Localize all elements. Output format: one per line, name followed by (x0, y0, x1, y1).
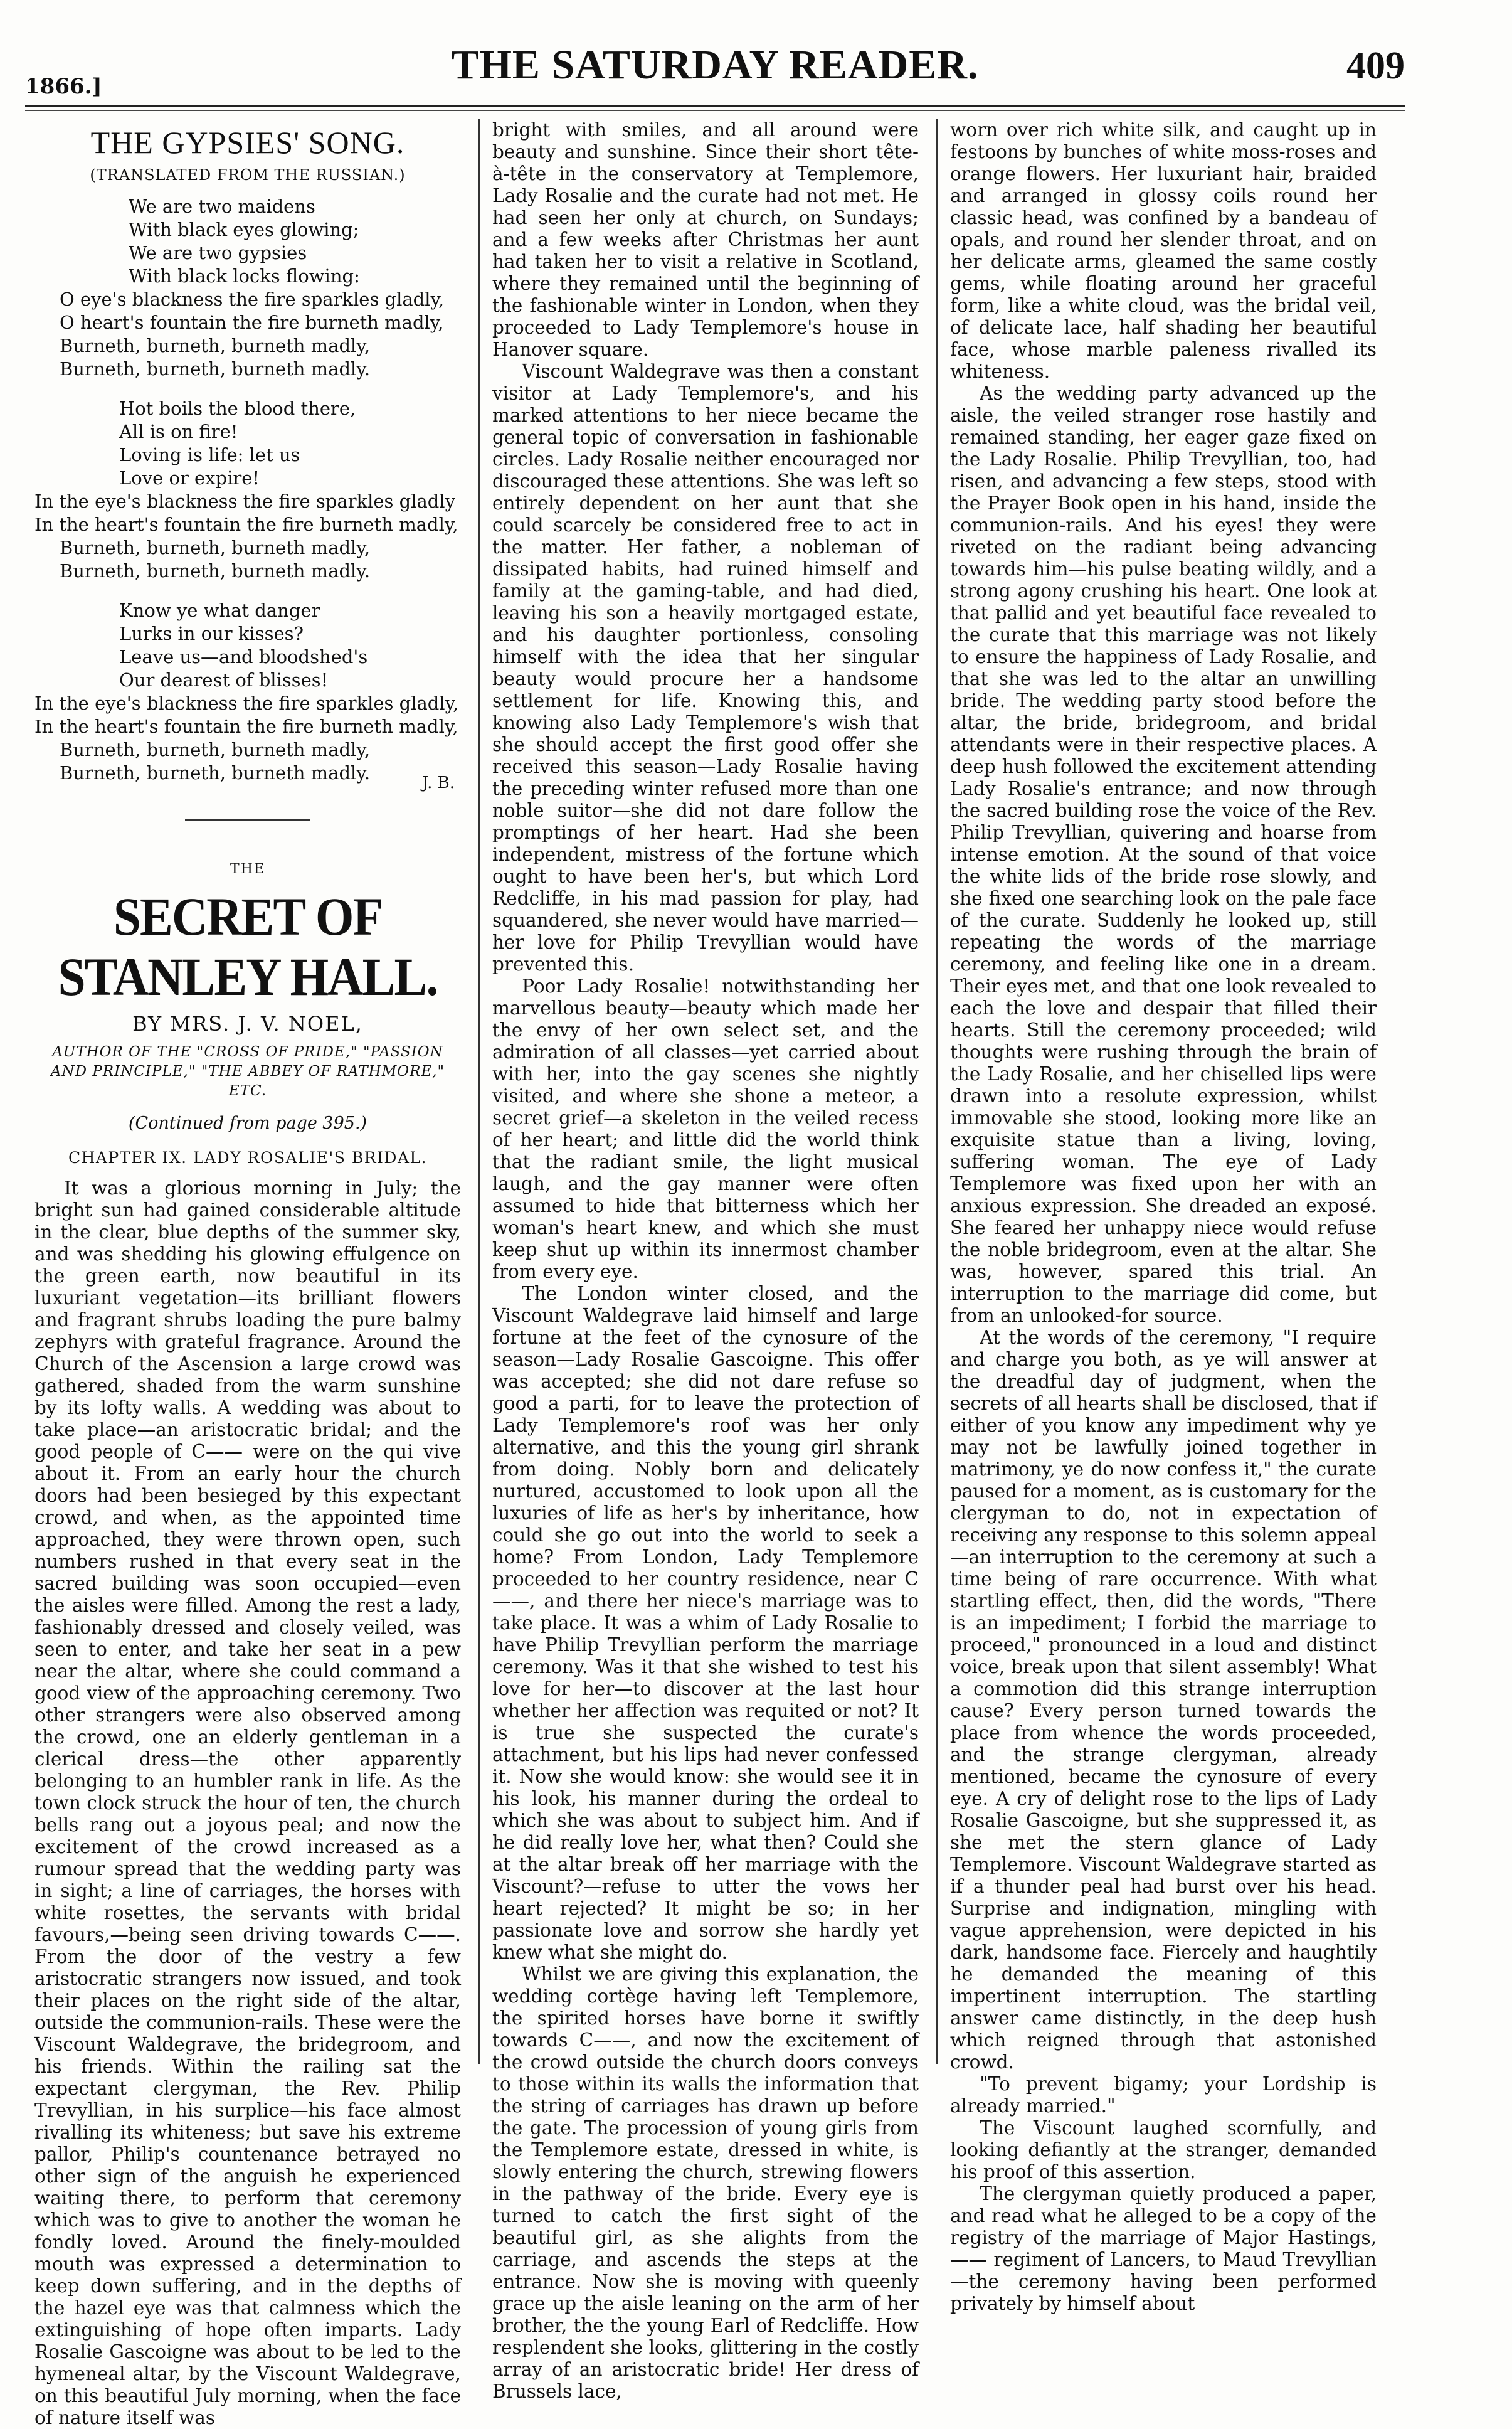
poem-stanza-2 (34, 397, 461, 583)
poem-line: Love or expire! (119, 467, 260, 489)
body-paragraph: Viscount Waldegrave was then a constant visitor at Lady Templemore's, and his marked attentions to her niece became the general topic of conversation in fashionable circles. Lady Rosalie neither encouraged nor discouraged these attentions. She was left so entirely dependent on her aunt that she could scarcely be considered free to act in the matter. Her father, a nobleman of dissipated habits, had ruined himself and family at the gaming-table, and had died, leaving his son a heavily mortgaged estate, and his daughter portionless, consoling himself with the idea that her singular beauty would procure her a handsome settlement for life. Knowing this, and knowing also Lady Templemore's wish that she should accept the first good offer she received this season—Lady Rosalie having the preceding winter refused more than one noble suitor—she did not dare follow the promptings of her heart. Had she been independent, mistress of the fortune which ought to have been her's, but which Lord Redcliffe, in his mad passion for play, had squandered, she never would have married—her love for Philip Trevyllian would have prevented this. (492, 361, 919, 975)
poem-line: In the eye's blackness the fire sparkles gladly, (34, 693, 459, 714)
poem-signature: J. B. (421, 773, 455, 792)
issue-year: 1866.] (25, 74, 102, 99)
story-byline: AUTHOR OF THE "CROSS OF PRIDE," "PASSION AND PRINCIPLE," "THE ABBEY OF RATHMORE," ETC. (50, 1044, 445, 1099)
poem-line: Burneth, burneth, burneth madly. (60, 762, 371, 784)
poem-line: Leave us—and bloodshed's (119, 646, 368, 667)
poem-line: All is on fire! (119, 421, 238, 442)
continued-note: (Continued from page 395.) (128, 1114, 367, 1133)
poem-line: With black locks flowing: (129, 265, 360, 287)
page-number: 409 (1346, 45, 1405, 87)
poem-line: Burneth, burneth, burneth madly, (60, 335, 371, 356)
poem-line: Loving is life: let us (119, 444, 300, 465)
poem-line: Hot boils the blood there, (119, 398, 356, 419)
poem-subtitle: (TRANSLATED FROM THE RUSSIAN.) (90, 166, 406, 184)
body-paragraph: "To prevent bigamy; your Lordship is already married." (950, 2073, 1377, 2117)
body-paragraph: The London winter closed, and the Viscount Waldegrave laid himself and large fortune at the feet of the cynosure of the season—Lady Rosalie Gascoigne. This offer was accepted; she did not dare refuse so good a parti, for to leave the protection of Lady Templemore's roof was her only alternative, and this the young girl shrank from doing. Nobly born and delicately nurtured, accustomed to look upon all the luxuries of life as her's by inheritance, how could she go out into the world to seek a home? From London, Lady Templemore proceeded to her country residence, near C——, and there her niece's marriage was to take place. It was a whim of Lady Rosalie to have Philip Trevyllian perform the marriage ceremony. Was it that she wished to test his love for her—to discover at the last hour whether her affection was requited or not? It is true she suspected the curate's attachment, but his lips had never confessed it. Now she would know: she would see it in his look, his manner during the ordeal to which she was about to subject him. And if he did really love her, what then? Could she at the altar break off her marriage with the Viscount?—refuse to utter the vows her heart rejected? It might be so; in her passionate love and sorrow she hardly yet knew what she might do. (492, 1283, 919, 1963)
poem-line: Burneth, burneth, burneth madly. (60, 560, 371, 582)
story-pre-title: THE (230, 861, 265, 877)
poem-line: O heart's fountain the fire burneth madly, (60, 312, 444, 333)
poem-line: In the heart's fountain the fire burneth madly, (34, 514, 458, 535)
column-divider-2 (936, 119, 938, 2064)
chapter-heading: CHAPTER IX. LADY ROSALIE'S BRIDAL. (68, 1149, 428, 1167)
poem-line: With black eyes glowing; (129, 219, 359, 240)
poem-line: We are two maidens (129, 196, 315, 217)
poem-line: Burneth, burneth, burneth madly. (60, 358, 371, 380)
poem-line: Know ye what danger (119, 600, 320, 621)
page-header (25, 38, 1405, 100)
poem-line: In the heart's fountain the fire burneth madly, (34, 716, 458, 737)
column-divider-1 (478, 119, 480, 2064)
poem-title: THE GYPSIES' SONG. (90, 125, 405, 160)
body-paragraph: Whilst we are giving this explanation, the wedding cortège having left Templemore, the spirited horses have borne it swiftly towards C——, and now the excitement of the crowd outside the church doors conveys to those within its walls the information that the string of carriages has drawn up before the gate. The procession of young girls from the Templemore estate, dressed in white, is slowly entering the church, strewing flowers in the pathway of the bride. Every eye is turned to catch the first sight of the beautiful girl, as she alights from the carriage, and ascends the steps at the entrance. Now she is moving with queenly grace up the aisle leaning on the arm of her brother, the the young Earl of Redcliffe. How resplendent she looks, glittering in the costly array of an aristocratic bride! Her dress of Brussels lace, (492, 1964, 919, 2402)
body-paragraph: worn over rich white silk, and caught up in festoons by bunches of white moss-roses and orange flowers. Her luxuriant hair, braided and arranged in glossy coils round her classic head, was confined by a bandeau of opals, and round her slender throat, and on her delicate arms, gleamed the same costly gems, while floating around her graceful form, like a white cloud, was the bridal veil, of delicate lace, half shading her beautiful face, whose marble paleness rivalled its whiteness. (950, 119, 1377, 382)
header-rule-thin (25, 110, 1405, 111)
column-3 (950, 119, 1377, 2314)
header-rule (25, 105, 1405, 107)
body-paragraph: At the words of the ceremony, "I require and charge you both, as ye will answer at the dreadful day of judgment, when the secrets of all hearts shall be disclosed, that if either of you know any impediment why ye may not be lawfully joined together in matrimony, ye do now confess it," the curate paused for a moment, as is customary for the clergyman to do, not in expectation of receiving any response to this solemn appeal—an interruption to the ceremony at such a time being of rare occurrence. With what startling effect, then, did the words, "There is an impediment; I forbid the marriage to proceed," pronounced in a loud and distinct voice, break upon that silent assembly! What a commotion did this strange interruption cause? Every person turned towards the place from whence the words proceeded, and the strange clergyman, already mentioned, became the cynosure of every eye. A cry of delight rose to the lips of Lady Rosalie Gascoigne, but she suppressed it, as she met the stern glance of Lady Templemore. Viscount Waldegrave started as if a thunder peal had burst over his head. Surprise and indignation, mingling with vague apprehension, were depicted in his dark, handsome face. Fiercely and haughtily he demanded the meaning of this impertinent interruption. The startling answer came distinctly, in the deep hush which reigned through that astonished crowd. (950, 1327, 1377, 2073)
poem-line: Lurks in our kisses? (119, 623, 304, 644)
poem-line: In the eye's blackness the fire sparkles gladly (34, 491, 455, 512)
body-paragraph: The clergyman quietly produced a paper, and read what he alleged to be a copy of the registry of the marriage of Major Hastings, —— regiment of Lancers, to Maud Trevyllian—the ceremony having been performed privately by himself about (950, 2183, 1377, 2314)
poem-line: O eye's blackness the fire sparkles gladly, (60, 289, 445, 310)
poem-line: We are two gypsies (129, 242, 307, 263)
section-separator (185, 819, 310, 821)
poem-stanza-1 (34, 195, 461, 381)
poem-line: Burneth, burneth, burneth madly, (60, 739, 371, 760)
story-author: BY MRS. J. V. NOEL, (132, 1012, 363, 1036)
body-paragraph: Poor Lady Rosalie! notwithstanding her marvellous beauty—beauty which made her the envy of her own select set, and the admiration of all classes—yet carried about with her, into the gay scenes she nightly visited, and where she shone a meteor, a secret grief—a skeleton in the veiled recess of her heart; and little did the world think that the radiant smile, the light musical laugh, and the gay manner were often assumed to hide that bitterness which her woman's heart knew, and which she must keep shut up within its innermost chamber from every eye. (492, 975, 919, 1282)
body-paragraph: As the wedding party advanced up the aisle, the veiled stranger rose hastily and remained standing, her eager gaze fixed on the Lady Rosalie. Philip Trevyllian, too, had risen, and advancing a few steps, stood with the Prayer Book open in his hand, inside the communion-rails. And his eyes! they were riveted on the radiant being advancing towards him—his pulse beating wildly, and a strong agony crushing his heart. One look at that pallid and yet beautiful face revealed to the curate that this marriage was not likely to ensure the happiness of Lady Rosalie, and that she was led to the altar an unwilling bride. The wedding party stood before the altar, the bride, bridegroom, and bridal attendants were in their respective places. A deep hush followed the excitement attending Lady Rosalie's entrance; and now through the sacred building rose the voice of the Rev. Philip Trevyllian, quivering and hoarse from intense emotion. At the sound of that voice the white lids of the bride rose slowly, and she fixed one searching look on the pale face of the curate. Suddenly he looked up, still repeating the words of the marriage ceremony, and feeling like one in a dream. Their eyes met, and that one look revealed to each the love and despair that filled their hearts. Still the ceremony proceeded; wild thoughts were rushing through the brain of the Lady Rosalie, and her chiselled lips were drawn into a resolute expression, whilst immovable she stood, looking more like an exquisite statue than a living, loving, suffering woman. The eye of Lady Templemore was fixed upon her with an anxious expression. She dreaded an exposé. She feared her unhappy niece would refuse the noble bridegroom, even at the altar. She was, however, spared this trial. An interruption to the marriage did come, but from an unlooked-for source. (950, 383, 1377, 1326)
poem-line: Burneth, burneth, burneth madly, (60, 537, 371, 558)
body-paragraph: It was a glorious morning in July; the bright sun had gained considerable altitude in the clear, blue depths of the summer sky, and was shedding his glowing effulgence on the green earth, now beautiful in its luxuriant vegetation—its brilliant flowers and fragrant shrubs loading the pure balmy zephyrs with grateful fragrance. Around the Church of the Ascension a large crowd was gathered, shaded from the warm sunshine by its lofty walls. A wedding was about to take place—an aristocratic bridal; and the good people of C—— were on the qui vive about it. From an early hour the church doors had been besieged by this expectant crowd, and when, as the appointed time approached, they were thrown open, such numbers rushed in that every seat in the sacred building was soon occupied—even the aisles were filled. Among the rest a lady, fashionably dressed and closely veiled, was seen to enter, and take her seat in a pew near the altar, where she could command a good view of the approaching ceremony. Two other strangers were also observed among the crowd, one an elderly gentleman in a clerical dress—the other apparently belonging to an humbler rank in life. As the town clock struck the hour of ten, the church bells rang out a joyous peal; and now the excitement of the crowd increased as a rumour spread that the wedding party was in sight; a line of carriages, the horses with white rosettes, the servants with bridal favours,—being seen driving towards C——. From the door of the vestry a few aristocratic strangers now issued, and took their places on the right side of the altar, outside the communion-rails. These were the Viscount Waldegrave, the bridegroom, and his friends. Within the railing sat the expectant clergyman, the Rev. Philip Trevyllian, in his surplice—his face almost rivalling its whiteness; but save his extreme pallor, Philip's countenance betrayed no other sign of the anguish he experienced waiting there, to perform that ceremony which was to give to another the woman he fondly loved. Around the finely-moulded mouth was expressed a determination to keep down suffering, and in the depths of the hazel eye was that calmness which the extinguishing of hope often imparts. Lady Rosalie Gascoigne was about to be led to the hymeneal altar, by the Viscount Waldegrave, on this beautiful July morning, when the face of nature itself was (34, 1177, 461, 2428)
body-paragraph: bright with smiles, and all around were beauty and sunshine. Since their short tête-à-tête in the conservatory at Templemore, Lady Rosalie and the curate had not met. He had seen her only at church, on Sundays; and a few weeks after Christmas her aunt had taken her to visit a relative in Scotland, where they remained until the beginning of the fashionable winter in London, when they proceeded to Lady Templemore's house in Hanover square. (492, 119, 919, 360)
column-1 (34, 119, 461, 2428)
poem-line: Our dearest of blisses! (119, 669, 329, 691)
story-title: SECRET OF STANLEY HALL. (58, 886, 438, 1007)
poem-stanza-3 (34, 599, 461, 785)
masthead-title: THE SATURDAY READER. (451, 42, 979, 88)
column-2 (492, 119, 919, 2402)
body-paragraph: The Viscount laughed scornfully, and looking defiantly at the stranger, demanded his proof of this assertion. (950, 2117, 1377, 2182)
